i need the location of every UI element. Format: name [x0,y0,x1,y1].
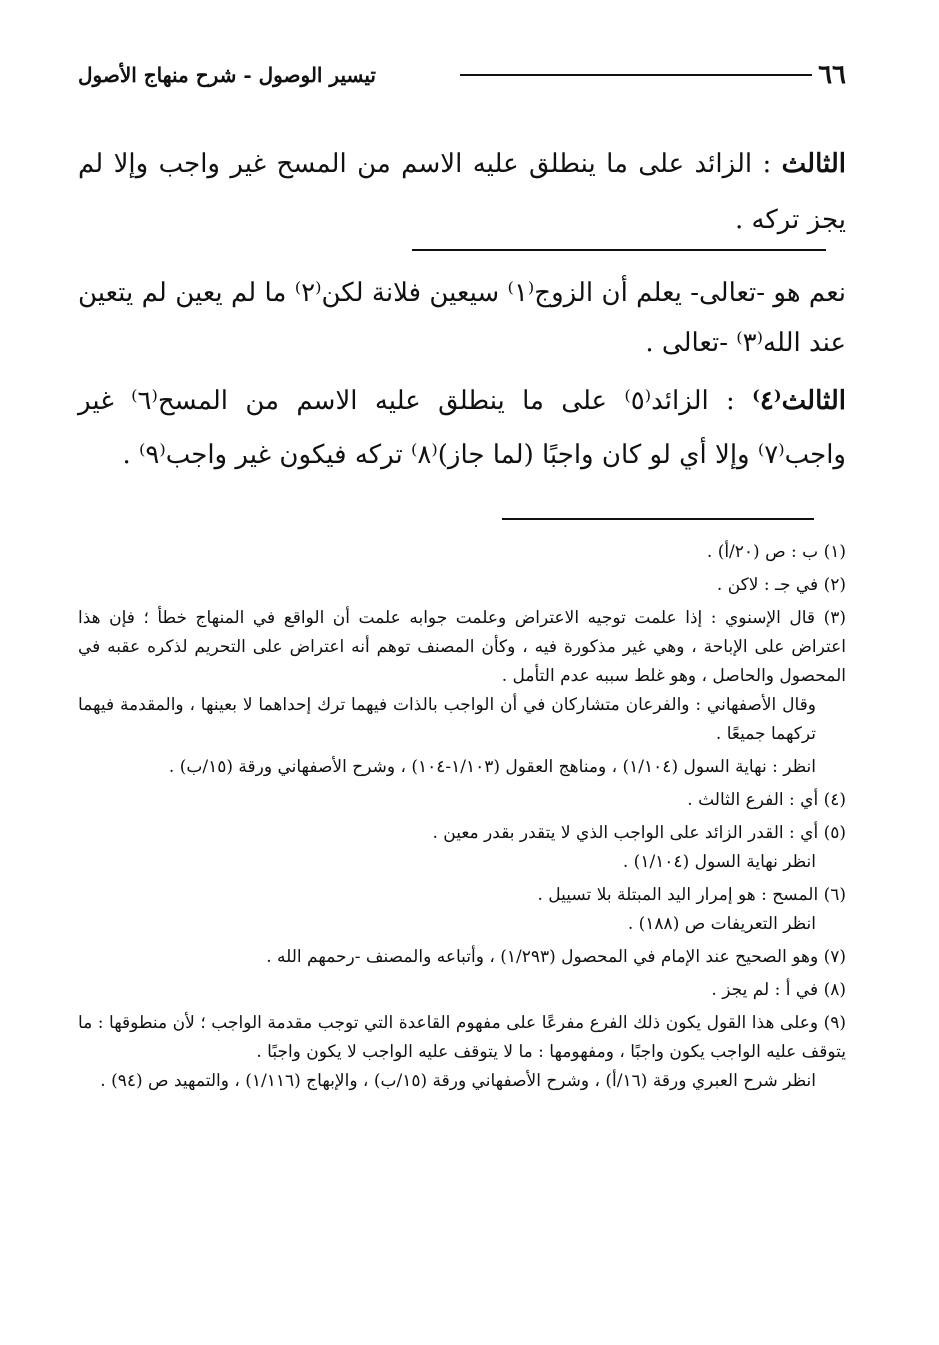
footnote-separator-rule [502,518,814,520]
footnote-3-reference: انظر : نهاية السول (١/١٠٤) ، ومناهج العقول (١/١٠٣-١٠٤) ، وشرح الأصفهاني ورقة (١٥/ب) . [168,757,816,777]
sharh-paragraph-1: نعم هو -تعالى- يعلم أن الزوج⁽١⁾ سيعين فلانة لكن⁽٢⁾ ما لم يعين لم يتعين عند الله⁽٣⁾ -تعالى . [78,278,846,358]
footnote-7: (٧) وهو الصحيح عند الإمام في المحصول (١/٢٩٣) ، وأتباعه والمصنف -رحمهم الله . [266,947,846,967]
matn-text: : الزائد على ما ينطلق عليه الاسم من المسح غير واجب وإلا لم يجز تركه . [78,149,846,235]
sharh-paragraph-2 [78,374,846,482]
footnote-3-continuation: وقال الأصفهاني : والفرعان متشاركان في أن الواجب بالذات فيهما ترك إحداهما لا بعينها ، والمقدمة فيهما تركهما جميعًا . [78,695,816,744]
sharh-text: : الزائد⁽٥⁾ على ما ينطلق عليه الاسم من المسح⁽٦⁾ غير واجب⁽٧⁾ وإلا أي لو كان واجبًا (لما جاز)⁽٨⁾ تركه فيكون غير واجب⁽٩⁾ . [78,386,846,470]
footnote-6-reference: انظر التعريفات ص (١٨٨) . [627,914,816,934]
footnote-9-reference: انظر شرح العبري ورقة (١٦/أ) ، وشرح الأصفهاني ورقة (١٥/ب) ، والإبهاج (١/١١٦) ، والتمهيد ص (٩٤) . [100,1071,816,1091]
matn-separator-rule [412,249,826,251]
matn-label: الثالث [781,149,846,179]
running-title: تيسير الوصول - شرح منهاج الأصول [78,63,376,87]
footnote-6: (٦) المسح : هو إمرار اليد المبتلة بلا تسييل . [537,885,846,905]
footnotes [78,538,846,1096]
footnote-4: (٤) أي : الفرع الثالث . [687,790,846,810]
page-header [78,58,846,98]
footnote-1: (١) ب : ص (٢٠/أ) . [706,542,846,562]
sharh-label: الثالث⁽٤⁾ [752,386,846,416]
footnote-8: (٨) في أ : لم يجز . [711,980,846,1000]
footnote-3: (٣) قال الإسنوي : إذا علمت توجيه الاعتراض وعلمت جوابه علمت أن الواقع في المنهاج خطأ ؛ فإن هذا اعتراض على الإباحة ، وهي غير مذكورة فيه ، وكأن المصنف توهم أنه اعتراض على التحريم لذكره عقبه في المحصول والحاصل ، وهو غلط سببه عدم التأمل . [78,608,846,686]
header-rule [460,74,812,76]
footnote-5-reference: انظر نهاية السول (١/١٠٤) . [622,852,816,872]
footnote-2: (٢) في جـ : لاكن . [716,575,846,595]
page-number: ٦٦ [818,60,846,90]
footnote-5: (٥) أي : القدر الزائد على الواجب الذي لا يتقدر بقدر معين . [432,823,846,843]
footnote-9: (٩) وعلى هذا القول يكون ذلك الفرع مفرعًا على مفهوم القاعدة التي توجب مقدمة الواجب ؛ لأن منطوقها : ما يتوقف عليه الواجب يكون واجبًا ، ومفهومها : ما لا يتوقف عليه الواجب لا يكون واجبًا . [78,1013,846,1062]
matn-paragraph [78,136,846,248]
